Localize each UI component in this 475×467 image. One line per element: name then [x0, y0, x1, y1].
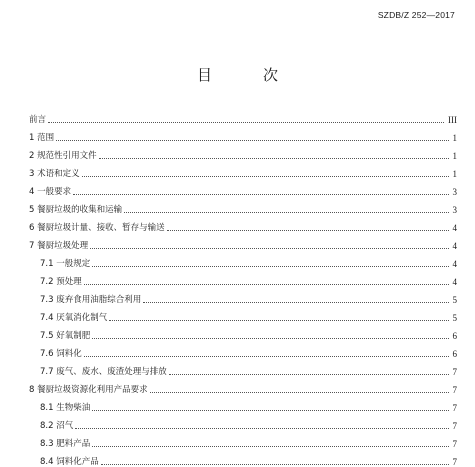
toc-entry[interactable]: [29, 305, 457, 323]
toc-entry[interactable]: [29, 377, 457, 395]
toc-entry-label: 7.7 废气、废水、废渣处理与排放: [40, 367, 167, 377]
toc-dot-leader: [150, 392, 449, 393]
toc-entry-page-number: 6: [452, 349, 457, 359]
toc-dot-leader: [109, 320, 448, 321]
toc-entry-label: 1 范围: [29, 133, 55, 143]
toc-entry-label: 7.5 好氧制肥: [40, 331, 91, 341]
toc-entry[interactable]: [29, 107, 457, 125]
toc-dot-leader: [92, 410, 448, 411]
toc-dot-leader: [167, 230, 449, 231]
toc-entry-label: 3 术语和定义: [29, 169, 80, 179]
toc-dot-leader: [92, 338, 448, 339]
toc-entry-page-number: 7: [452, 457, 457, 467]
toc-entry-page-number: 7: [452, 385, 457, 395]
toc-entry[interactable]: [29, 251, 457, 269]
toc-entry-page-number: 1: [452, 133, 457, 143]
toc-entry-label: 7.6 饲料化: [40, 349, 82, 359]
toc-entry-label: 2 规范性引用文件: [29, 151, 97, 161]
toc-entry-page-number: 1: [452, 151, 457, 161]
toc-entry-page-number: 7: [452, 439, 457, 449]
toc-entry[interactable]: [29, 359, 457, 377]
toc-entry-label: 8.2 沼气: [40, 421, 74, 431]
toc-entry[interactable]: [29, 197, 457, 215]
toc-entry-label: 6 餐厨垃圾计量、接收、暂存与输送: [29, 223, 165, 233]
table-of-contents: [29, 107, 457, 467]
toc-dot-leader: [75, 428, 448, 429]
toc-entry-label: 8 餐厨垃圾资源化利用产品要求: [29, 385, 148, 395]
toc-dot-leader: [99, 158, 449, 159]
toc-entry[interactable]: [29, 287, 457, 305]
toc-dot-leader: [84, 356, 449, 357]
toc-entry-page-number: 1: [452, 169, 457, 179]
toc-entry-label: 7.2 预处理: [40, 277, 82, 287]
toc-entry-page-number: 4: [452, 259, 457, 269]
toc-dot-leader: [82, 176, 449, 177]
document-code: SZDB/Z 252—2017: [377, 10, 455, 20]
toc-entry[interactable]: [29, 431, 457, 449]
toc-entry[interactable]: [29, 413, 457, 431]
toc-dot-leader: [90, 248, 448, 249]
toc-entry-label: 7.1 一般规定: [40, 259, 91, 269]
toc-entry-page-number: III: [448, 115, 457, 125]
toc-dot-leader: [169, 374, 449, 375]
toc-dot-leader: [73, 194, 448, 195]
page-title: 目 次: [196, 66, 296, 84]
toc-entry-page-number: 3: [452, 187, 457, 197]
toc-entry-label: 7.4 厌氧消化制气: [40, 313, 108, 323]
toc-entry-page-number: 5: [452, 313, 457, 323]
toc-entry-label: 7 餐厨垃圾处理: [29, 241, 89, 251]
toc-entry-page-number: 4: [452, 277, 457, 287]
toc-entry[interactable]: [29, 215, 457, 233]
toc-dot-leader: [48, 122, 444, 123]
toc-dot-leader: [84, 284, 449, 285]
toc-entry-page-number: 4: [452, 241, 457, 251]
toc-entry-page-number: 7: [452, 367, 457, 377]
toc-entry-label: 8.3 肥料产品: [40, 439, 91, 449]
toc-dot-leader: [92, 446, 448, 447]
toc-entry[interactable]: [29, 161, 457, 179]
toc-entry[interactable]: [29, 143, 457, 161]
toc-entry-label: 前言: [29, 115, 47, 125]
toc-entry-page-number: 5: [452, 295, 457, 305]
toc-entry[interactable]: [29, 323, 457, 341]
toc-entry-page-number: 4: [452, 223, 457, 233]
toc-entry[interactable]: [29, 449, 457, 467]
toc-dot-leader: [124, 212, 448, 213]
toc-entry-label: 5 餐厨垃圾的收集和运输: [29, 205, 123, 215]
toc-entry-page-number: 7: [452, 403, 457, 413]
toc-entry-label: 4 一般要求: [29, 187, 72, 197]
toc-entry[interactable]: [29, 233, 457, 251]
toc-entry-page-number: 7: [452, 421, 457, 431]
toc-entry[interactable]: [29, 269, 457, 287]
toc-entry[interactable]: [29, 179, 457, 197]
toc-entry-page-number: 6: [452, 331, 457, 341]
toc-entry-label: 8.4 饲料化产品: [40, 457, 99, 467]
toc-dot-leader: [92, 266, 448, 267]
toc-entry-page-number: 3: [452, 205, 457, 215]
toc-dot-leader: [143, 302, 448, 303]
toc-dot-leader: [101, 464, 449, 465]
toc-entry[interactable]: [29, 341, 457, 359]
toc-entry[interactable]: [29, 125, 457, 143]
toc-entry-label: 8.1 生物柴油: [40, 403, 91, 413]
toc-entry[interactable]: [29, 395, 457, 413]
toc-dot-leader: [56, 140, 448, 141]
toc-entry-label: 7.3 废弃食用油脂综合利用: [40, 295, 142, 305]
